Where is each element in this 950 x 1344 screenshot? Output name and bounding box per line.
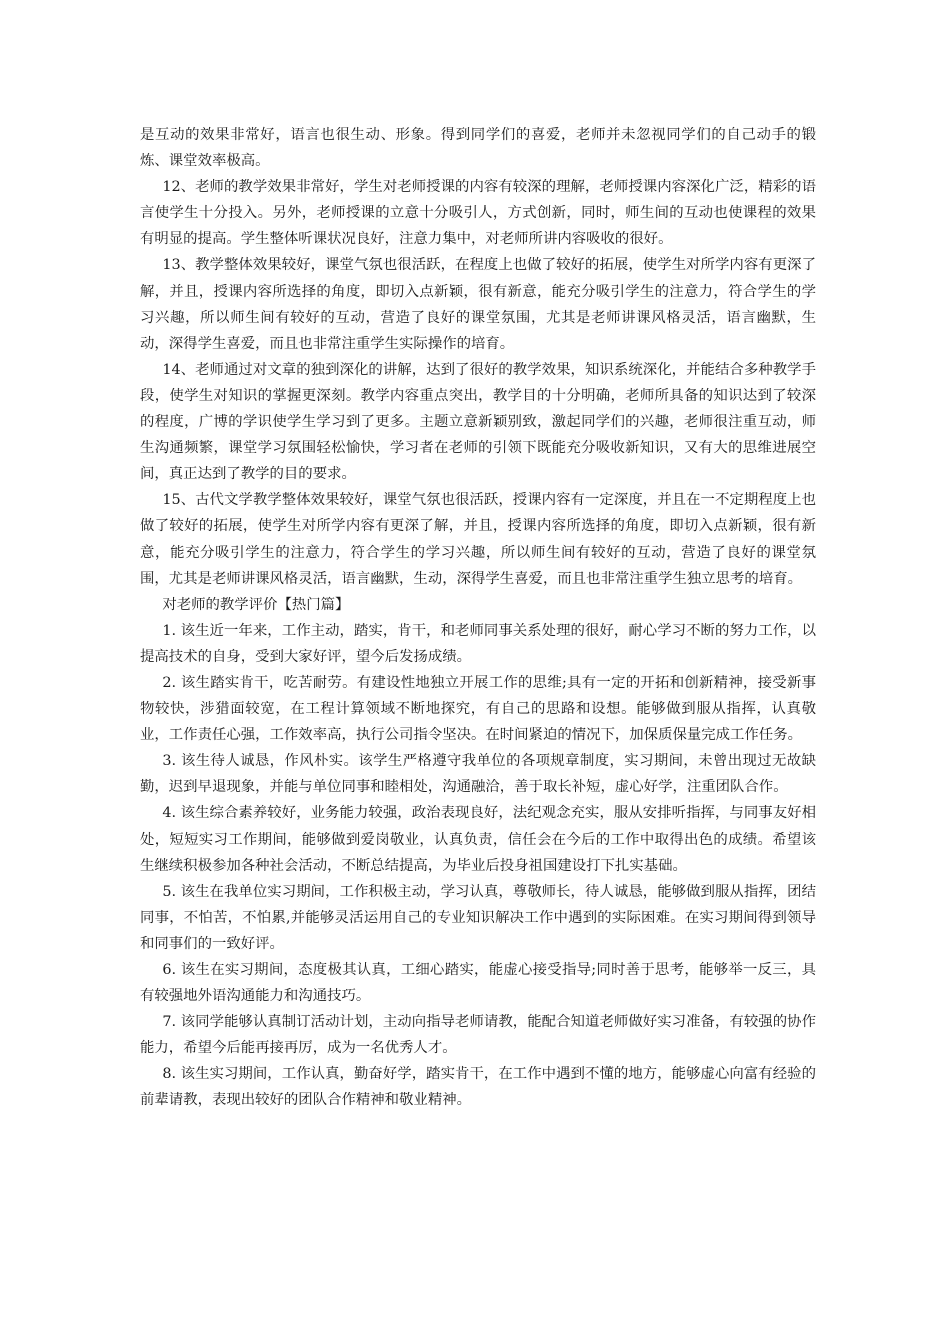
evaluation-item-4: 4. 该生综合素养较好，业务能力较强，政治表现良好，法纪观念充实，服从安排听指挥，与同事友好相处，短短实习工作期间，能够做到爱岗敬业，认真负责，信任会在今后的工作中取得出色的成绩。希望该生继续积极参加各种社会活动，不断总结提高，为毕业后投身祖国建设打下扎实基础。	[140, 805, 816, 874]
paragraph-14: 14、老师通过对文章的独到深化的讲解，达到了很好的教学效果，知识系统深化，并能结合多种教学手段，使学生对知识的掌握更深刻。教学内容重点突出，教学目的十分明确，老师所具备的知识达到了较深的程度，广博的学识使学生学习到了更多。主题立意新颖别致，激起同学们的兴趣，老师很注重互动，师生沟通频繁，课堂学习氛围轻松愉快，学习者在老师的引领下既能充分吸收新知识，又有大的思维进展空间，真正达到了教学的目的要求。	[140, 361, 816, 483]
paragraph-12: 12、老师的教学效果非常好，学生对老师授课的内容有较深的理解，老师授课内容深化广泛，精彩的语言使学生十分投入。另外，老师授课的立意十分吸引人，方式创新，同时，师生间的互动也使课程的效果有明显的提高。学生整体听课状况良好，注意力集中，对老师所讲内容吸收的很好。	[140, 179, 816, 248]
section-heading: 对老师的教学评价【热门篇】	[162, 596, 350, 613]
evaluation-item-6: 6. 该生在实习期间，态度极其认真，工细心踏实，能虚心接受指导;同时善于思考，能够举一反三，具有较强地外语沟通能力和沟通技巧。	[140, 962, 816, 1005]
paragraph-15: 15、古代文学教学整体效果较好，课堂气氛也很活跃，授课内容有一定深度，并且在一不定期程度上也做了较好的拓展，使学生对所学内容有更深了解，并且，授课内容所选择的角度，即切入点新颖，很有新意，能充分吸引学生的注意力，符合学生的学习兴趣，所以师生间有较好的互动，营造了良好的课堂氛围，尤其是老师讲课风格灵活，语言幽默，生动，深得学生喜爱，而且也非常注重学生独立思考的培育。	[140, 492, 816, 587]
evaluation-item-7: 7. 该同学能够认真制订活动计划，主动向指导老师请教，能配合知道老师做好实习准备，有较强的协作能力，希望今后能再接再厉，成为一名优秀人才。	[140, 1014, 816, 1057]
paragraph-continuation: 是互动的效果非常好，语言也很生动、形象。得到同学们的喜爱，老师并未忽视同学们的自己动手的锻炼、课堂效率极高。	[140, 127, 816, 170]
evaluation-item-8: 8. 该生实习期间，工作认真，勤奋好学，踏实肯干，在工作中遇到不懂的地方，能够虚心向富有经验的前辈请教，表现出较好的团队合作精神和敬业精神。	[140, 1066, 816, 1109]
evaluation-item-5: 5. 该生在我单位实习期间，工作积极主动，学习认真，尊敬师长，待人诚恳，能够做到服从指挥，团结同事，不怕苦，不怕累,并能够灵活运用自己的专业知识解决工作中遇到的实际困难。在实习期间得到领导和同事们的一致好评。	[140, 883, 816, 952]
document-body	[140, 122, 816, 1114]
evaluation-item-1: 1. 该生近一年来，工作主动，踏实，肯干，和老师同事关系处理的很好，耐心学习不断的努力工作，以提高技术的自身，受到大家好评，望今后发扬成绩。	[140, 622, 816, 665]
evaluation-item-3: 3. 该生待人诚恳，作风朴实。该学生严格遵守我单位的各项规章制度，实习期间，未曾出现过无故缺勤，迟到早退现象，并能与单位同事和睦相处，沟通融洽，善于取长补短，虚心好学，注重团队合作。	[140, 753, 816, 796]
paragraph-13: 13、教学整体效果较好，课堂气氛也很活跃，在程度上也做了较好的拓展，使学生对所学内容有更深了解，并且，授课内容所选择的角度，即切入点新颖，很有新意，能充分吸引学生的注意力，符合学生的学习兴趣，所以师生间有较好的互动，营造了良好的课堂氛围，尤其是老师讲课风格灵活，语言幽默，生动，深得学生喜爱，而且也非常注重学生实际操作的培育。	[140, 257, 816, 352]
evaluation-item-2: 2. 该生踏实肯干，吃苦耐劳。有建设性地独立开展工作的思维;具有一定的开拓和创新精神，接受新事物较快，涉猎面较宽，在工程计算领域不断地探究，有自己的思路和设想。能够做到服从指挥，认真敬业，工作责任心强，工作效率高，执行公司指令坚决。在时间紧迫的情况下，加保质保量完成工作任务。	[140, 674, 816, 744]
